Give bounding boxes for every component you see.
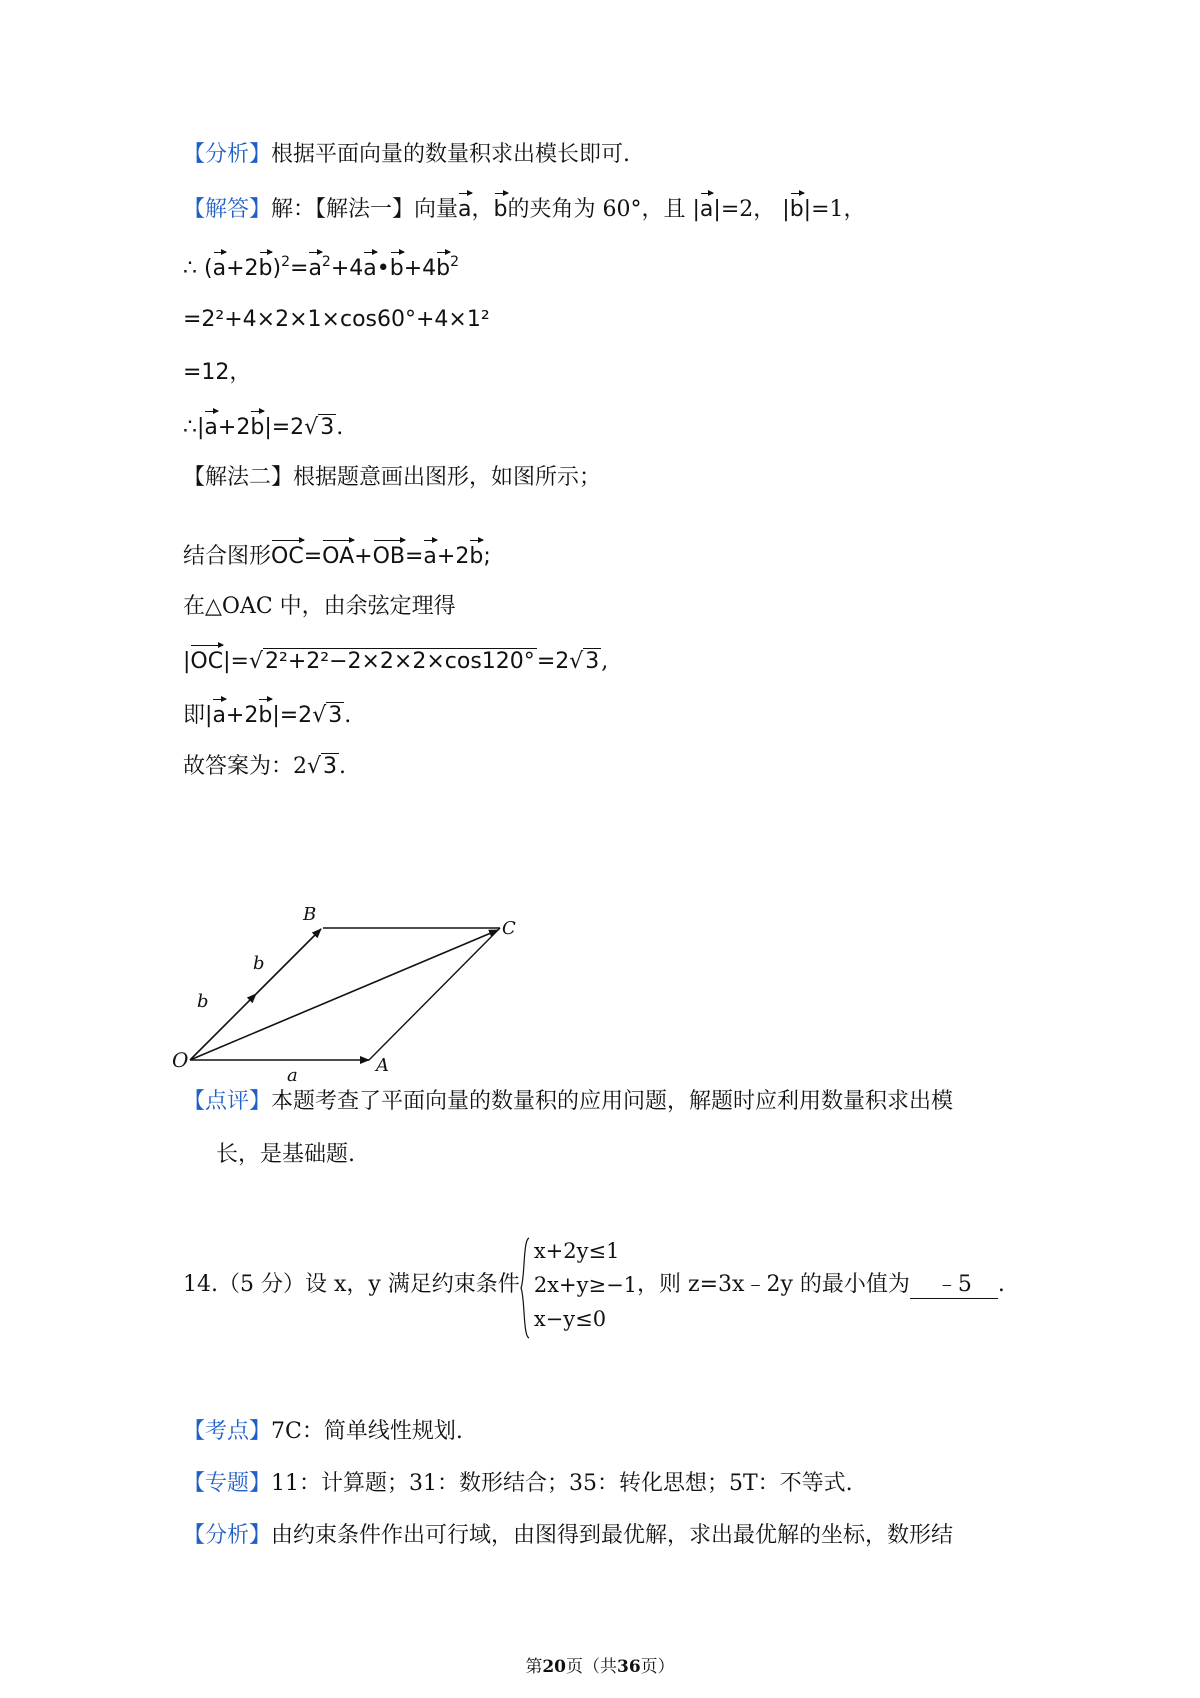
footer-pre: 第 <box>525 1657 543 1677</box>
vector-ob <box>256 929 321 994</box>
label-a-point: A <box>376 1055 389 1076</box>
kaodian-line <box>183 1415 463 1449</box>
step-1: =2²+4×2×1×cos60°+4×1² <box>183 307 490 332</box>
brace-icon <box>520 1238 530 1338</box>
sqrt-symbol: √ <box>569 649 584 674</box>
result-value: =2 <box>271 415 305 440</box>
problem-14 <box>183 1234 1005 1336</box>
radicand: 3 <box>323 754 338 779</box>
period: . <box>997 1272 1005 1297</box>
kaodian-text: 7C：简单线性规划. <box>271 1419 463 1444</box>
method2-title: 【解法二】根据题意画出图形，如图所示； <box>183 465 602 490</box>
period: . <box>339 754 347 779</box>
problem-14-middle: ，则 z=3x﹣2y 的最小值为 <box>637 1272 910 1297</box>
vector-sum-expression: OC=OA+OB=a+2b; <box>271 544 491 569</box>
mod-sum: |a+2b| <box>197 415 272 440</box>
page-footer <box>0 1652 1200 1677</box>
cosine-expression: 2²+2²−2×2×2×cos120° <box>265 649 535 674</box>
zhuanti-text: 11：计算题；31：数形结合；35：转化思想；5T：不等式. <box>271 1471 853 1496</box>
analysis-line <box>183 138 630 172</box>
period: . <box>344 703 352 728</box>
kaodian-tag: 【考点】 <box>183 1419 272 1444</box>
ji-line <box>183 697 351 733</box>
constraint-1: x+2y≤1 <box>533 1239 620 1263</box>
angle-text: 的夹角为 60°，且 <box>507 197 686 222</box>
radicand: 3 <box>328 703 343 728</box>
constraint-2: 2x+y≥−1 <box>533 1273 638 1297</box>
mod-oc: |OC| <box>183 649 231 674</box>
analysis-text: 根据平面向量的数量积求出模长即可. <box>271 142 631 167</box>
label-c-point: C <box>502 918 516 939</box>
label-a-vector: a <box>287 1065 298 1086</box>
analysis-14-line <box>183 1519 953 1553</box>
zhuanti-tag: 【专题】 <box>183 1471 272 1496</box>
page-number: 20 <box>542 1657 566 1677</box>
therefore-symbol: ∴ <box>183 256 197 281</box>
final-answer-line <box>183 750 346 784</box>
square-expansion: $(a+2b)^2=a^2+4a•b+4b^2$ <box>204 256 459 281</box>
analysis-14-text: 由约束条件作出可行域，由图得到最优解，求出最优解的坐标，数形结 <box>271 1523 954 1548</box>
combine-prefix: 结合图形 <box>183 544 272 569</box>
combine-line <box>183 538 491 574</box>
mod-a-value: =2， <box>720 197 776 222</box>
mod-sum: |a+2b| <box>205 703 280 728</box>
sqrt-symbol: √ <box>248 649 263 674</box>
vector-oc <box>190 930 498 1060</box>
therefore-symbol: ∴ <box>183 415 197 440</box>
answer-blank: ﹣5 <box>910 1272 998 1299</box>
comment-text-1: 本题考查了平面向量的数量积的应用问题，解题时应利用数量积求出模 <box>271 1089 954 1114</box>
total-pages: 36 <box>617 1657 641 1677</box>
analysis-tag: 【分析】 <box>183 142 272 167</box>
mod-b-value: =1， <box>811 197 866 222</box>
method1-prefix: 解：【解法一】向量 <box>271 197 459 222</box>
step-2: =12， <box>183 360 252 385</box>
result-value: =2 <box>279 703 313 728</box>
cos-result: =2 <box>536 649 570 674</box>
comment-tag: 【点评】 <box>183 1089 272 1114</box>
label-o: O <box>172 1048 189 1072</box>
method1-result <box>183 409 343 445</box>
answer-tag: 【解答】 <box>183 197 272 222</box>
footer-mid: 页（共 <box>566 1657 617 1677</box>
zhuanti-line <box>183 1467 853 1501</box>
answer-line <box>183 191 866 227</box>
ji-prefix: 即 <box>183 703 206 728</box>
vector-b: b <box>494 191 508 227</box>
square-expansion-line <box>183 250 459 286</box>
segment-ac <box>369 928 500 1060</box>
vector-a: a <box>458 191 471 227</box>
constraint-3: x−y≤0 <box>533 1307 607 1331</box>
sqrt-symbol: √ <box>304 415 319 440</box>
label-b-lower: b <box>197 991 209 1012</box>
comment-line-1 <box>183 1085 953 1119</box>
cosine-law-line: |OC|=√2²+2²−2×2×2×cos120°=2√3, <box>183 643 608 679</box>
sqrt-symbol: √ <box>307 754 322 779</box>
radicand: 3 <box>320 415 335 440</box>
footer-post: 页） <box>640 1657 675 1677</box>
label-b-upper: b <box>253 953 265 974</box>
constraint-system <box>520 1234 637 1336</box>
label-b-point: B <box>303 904 317 925</box>
mod-b: |b| <box>782 197 811 222</box>
separator: ， <box>471 197 494 222</box>
problem-14-prefix: 14.（5 分）设 x，y 满足约束条件 <box>183 1272 520 1297</box>
period: . <box>336 415 344 440</box>
comment-line-2: 长，是基础题. <box>216 1142 355 1167</box>
final-prefix: 故答案为：2 <box>183 754 307 779</box>
radicand: 3 <box>585 649 600 674</box>
mod-a: |a| <box>693 197 721 222</box>
analysis-tag: 【分析】 <box>183 1523 272 1548</box>
sqrt-symbol: √ <box>312 703 327 728</box>
parallelogram-figure <box>172 868 560 1086</box>
triangle-line: 在△OAC 中，由余弦定理得 <box>183 594 456 619</box>
